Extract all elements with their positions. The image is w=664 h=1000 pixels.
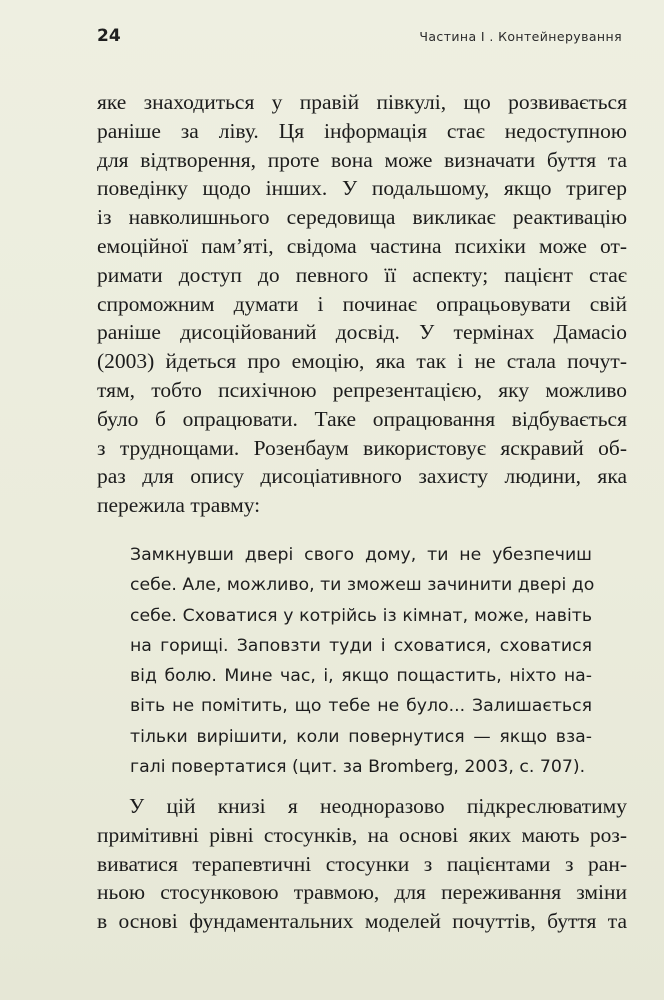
text-line: емоційної пам’яті, свідома частина психіки може от- [97,233,627,258]
text-line: із навколишнього середовища викликає реактивацію [97,205,627,230]
text-line: виватися терапевтичні стосунки з пацієнтами з ран- [97,851,627,876]
text-line: пережила травму: [97,493,261,518]
running-head: Частина І . Контейнерування [419,29,622,44]
text-line: в основі фундаментальних моделей почуттів, буття та [97,909,627,934]
text-line: для відтворення, проте вона може визначати буття та [97,147,627,172]
quote-line: Замкнувши двері свого дому, ти не убезпечиш [130,545,592,565]
paragraph-1 [97,88,627,520]
text-line: з труднощами. Розенбаум використовує яскравий об- [97,435,627,460]
paragraph-3 [97,792,627,936]
block-quote [130,540,595,782]
text-line: поведінку щодо інших. У подальшому, якщо тригер [97,176,627,201]
text-line: яке знаходиться у правій півкулі, що розвивається [97,90,627,114]
quote-line: тільки вирішити, коли повернутися — якщо вза- [130,726,592,747]
text-line: (2003) йдеться про емоцію, яка так і не стала почут- [97,349,627,374]
page-number: 24 [97,26,121,46]
text-line: раз для опису дисоціативного захисту людини, яка [97,464,627,489]
quote-line: себе. Сховатися у котрійсь із кімнат, може, навіть [130,605,592,626]
page-header [97,24,622,48]
text-line: було б опрацювати. Таке опрацювання відбувається [97,406,627,431]
quote-line: галі повертатися (цит. за Bromberg, 2003, с. 707). [130,757,586,778]
text-line: тям, тобто психічною репрезентацією, яку можливо [97,377,627,402]
text-line: спроможним думати і починає опрацьовувати свій [97,291,627,316]
quote-line: себе. Але, можливо, ти зможеш зачинити двері до [130,575,595,596]
text-line: раніше дисоційований досвід. У термінах Дамасіо [97,320,627,345]
text-line: римати доступ до певного її аспекту; пацієнт стає [97,262,627,287]
quote-line: від болю. Мине час, і, якщо пощастить, ніхто на- [130,666,592,687]
text-line: раніше за ліву. Ця інформація стає недоступною [97,118,627,143]
text-line: ньою стосунковою травмою, для переживання зміни [97,880,627,905]
quote-line: на горищі. Заповзти туди і сховатися, сховатися [130,635,592,656]
quote-line: віть не помітить, що тебе не було... Залишається [130,696,592,717]
text-line: примітивні рівні стосунків, на основі яких мають роз- [97,822,627,847]
text-line: У цій книзі я неодноразово підкреслюватиму [129,794,627,818]
